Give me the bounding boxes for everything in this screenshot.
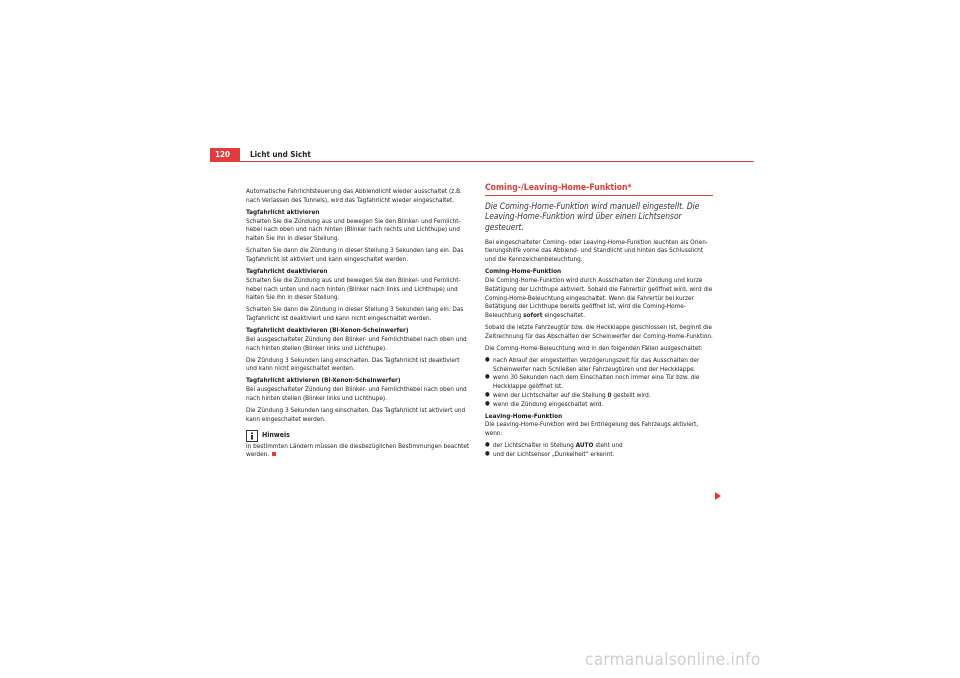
- section-title: Licht und Sicht: [250, 150, 311, 159]
- paragraph: Schalten Sie dann die Zündung in dieser Stellung 3 Sekunden lang ein. Das Tagfahrlicht ist aktiviert und kann eingeschaltet werden.: [246, 246, 464, 263]
- note-label: Hinweis: [262, 431, 290, 440]
- paragraph: Schalten Sie dann die Zündung in dieser Stellung 3 Sekunden lang ein. Das Tagfahrlicht ist deaktiviert und kann nicht eingeschaltet werden.: [246, 305, 464, 323]
- intro-italic: Die Coming-Home-Funktion wird manuell eingestellt. Die Leaving-Home-Funktion wird über einen Lichtsensor gesteuert.: [485, 200, 700, 232]
- paragraph: Sobald die letzte Fahrzeugtür bzw. die Heckklappe geschlossen ist, beginnt die Zeitrechnung für das Abschalten der Scheinwerfer der Coming-Home-Funktion.: [485, 323, 713, 340]
- bold-text: sofort: [523, 311, 543, 320]
- page-number: 120: [215, 150, 231, 159]
- intro-paragraph: Automatische Fahrlichtsteuerung das Abblendlicht wieder ausschaltet (z.B. nach Verlassen des Tunnels), wird das Tagfahrlicht wieder eingeschaltet.: [246, 187, 462, 204]
- text: eingeschaltet.: [544, 311, 586, 320]
- coming-home-paragraph: [485, 276, 713, 320]
- header-rule: [210, 161, 754, 162]
- right-column: [485, 184, 713, 459]
- text: Die Coming-Home-Funktion wird durch Ausschalten der Zündung und kurze Betätigung der Lichthupe aktiviert. Sobald die Fahrertür geöffnet wird, wird die Coming-Home-Beleuchtung eingeschaltet. Wenn die Fahrertür bei kurzer Betätigung der Lichthupe bereits geöffnet ist, wird die Coming-Home-Beleuchtung: [485, 275, 713, 320]
- note-text: In bestimmten Ländern müssen die diesbezüglichen Bestimmungen beachtet werden.: [246, 441, 470, 459]
- paragraph: Die Zündung 3 Sekunden lang einschalten. Das Tagfahrlicht ist deaktiviert und kann nicht eingeschaltet werden.: [246, 355, 460, 373]
- paragraph: Schalten Sie die Zündung aus und bewegen Sie den Blinker- und Fernlicht-hebel nach unten und nach hinten (Blinker nach links und Lichthupe) und halten Sie ihn in dieser Stellung.: [246, 275, 461, 302]
- list-item-text: und der Lichtsensor „Dunkelheit“ erkennt.: [493, 450, 615, 459]
- bullet-icon: ●: [485, 373, 490, 381]
- heading-aktivieren-bixenon: Tagfahrlicht aktivieren (Bi-Xenon-Scheinwerfer): [246, 376, 401, 385]
- list-item: [485, 450, 713, 459]
- bullet-icon: ●: [485, 441, 490, 449]
- text: wenn der Lichtschalter auf die Stellung: [493, 391, 606, 400]
- paragraph: Schalten Sie die Zündung aus und bewegen Sie den Blinker- und Fernlicht-hebel nach oben und nach hinten (Blinker nach rechts und Lichthupe) und halten Sie ihn in dieser Stellung.: [246, 216, 461, 243]
- coming-leaving-home-title: Coming-/Leaving-Home-Funktion*: [485, 184, 713, 196]
- note-info-icon: [246, 430, 258, 442]
- bullet-icon: ●: [485, 391, 490, 399]
- list-item-text: wenn 30 Sekunden nach dem Einschalten noch immer eine Tür bzw. die Heckklappe geöffnet ist.: [493, 373, 700, 391]
- list-item: [485, 391, 713, 400]
- note-text-wrapper: [246, 442, 470, 460]
- list-item-text: wenn die Zündung eingeschaltet wird.: [493, 399, 604, 408]
- list-item-text: [493, 391, 651, 400]
- text: steht und: [595, 441, 623, 450]
- continue-arrow-icon: [715, 492, 721, 500]
- list-item-text: nach Ablauf der eingestellten Verzögerungszeit für das Ausschalten der Scheinwerfer nach Schließen aller Fahrzeugtüren und der Heckklappe.: [493, 355, 700, 373]
- heading-deaktivieren-bixenon: Tagfahrlicht deaktivieren (Bi-Xenon-Scheinwerfer): [246, 326, 409, 335]
- light-switch-off-symbol: 0: [607, 391, 612, 400]
- light-switch-auto-symbol: AUTO: [575, 441, 594, 450]
- heading-tagfahrlicht-aktivieren: Tagfahrlicht aktivieren: [246, 207, 320, 216]
- paragraph: Bei ausgeschalteter Zündung den Blinker- und Fernlichthebel nach oben und nach hinten stellen (Blinker links und Lichthupe).: [246, 334, 467, 352]
- bullet-icon: ●: [485, 450, 490, 458]
- list-item-text: [493, 441, 623, 450]
- list-item: [485, 441, 713, 450]
- paragraph: Bei eingeschalteter Coming- oder Leaving-Home-Funktion leuchten als Orien-tierungshilfe vorne das Abblend- und Standlicht und hinten das Schlusslicht und die Kennzeichenbeleuchtung.: [485, 237, 708, 264]
- paragraph: Bei ausgeschalteter Zündung den Blinker- und Fernlichthebel nach oben und nach hinten stellen (Blinker links und Lichthupe).: [246, 385, 467, 403]
- text: gestellt wird.: [613, 391, 651, 400]
- paragraph: Die Zündung 3 Sekunden lang einschalten. Das Tagfahrlicht ist aktiviert und kann eingeschaltet werden.: [246, 406, 466, 423]
- list-item: [485, 400, 713, 409]
- bullet-icon: ●: [485, 355, 490, 363]
- left-column: [246, 187, 470, 462]
- list-item: [485, 373, 713, 391]
- bullet-icon: ●: [485, 399, 490, 407]
- list-item: [485, 356, 713, 374]
- heading-tagfahrlicht-deaktivieren: Tagfahrlicht deaktivieren: [246, 266, 328, 275]
- text: der Lichtschalter in Stellung: [493, 441, 574, 450]
- paragraph: Die Leaving-Home-Funktion wird bei Entriegelung des Fahrzeugs aktiviert, wenn:: [485, 420, 699, 438]
- heading-coming-home: Coming-Home-Funktion: [485, 267, 562, 276]
- paragraph: Die Coming-Home-Beleuchtung wird in den folgenden Fällen ausgeschaltet:: [485, 343, 703, 352]
- note-header: [246, 430, 470, 442]
- section-end-marker-icon: [272, 452, 276, 456]
- heading-leaving-home: Leaving-Home-Funktion: [485, 411, 563, 420]
- watermark: carmanualsonline.info: [585, 650, 761, 670]
